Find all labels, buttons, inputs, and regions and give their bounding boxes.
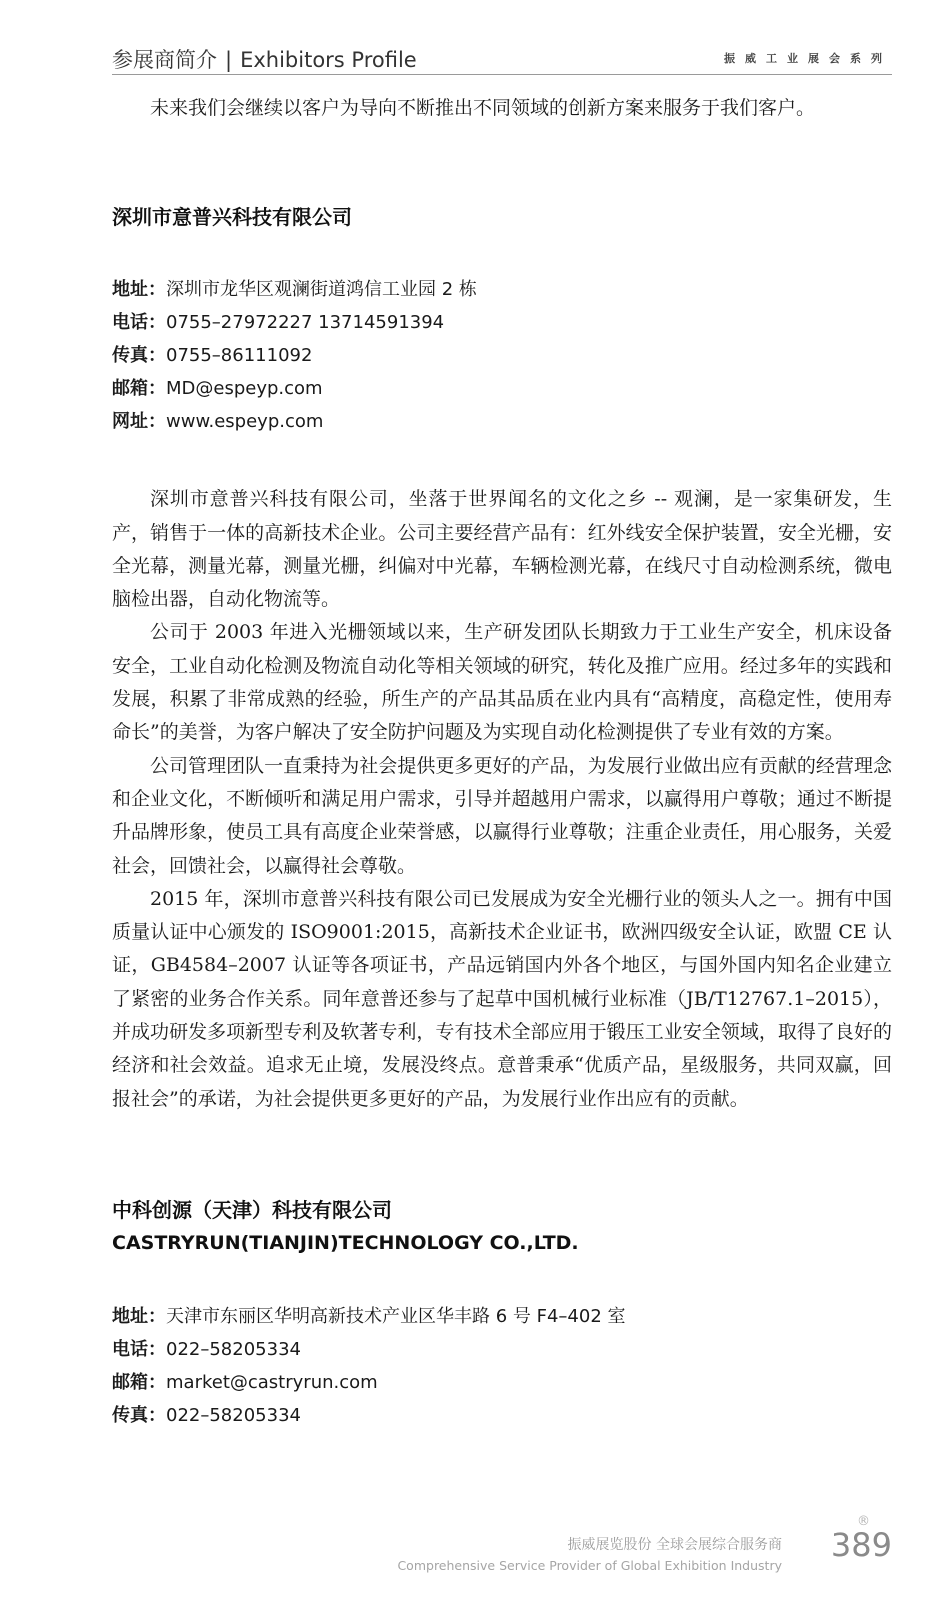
contact-email [112,1366,892,1399]
contact-address [112,273,892,306]
company-name-cn: 中科创源（天津）科技有限公司 [112,1197,392,1222]
intro-tail-paragraph: 未来我们会继续以客户为导向不断推出不同领域的创新方案来服务于我们客户。 [150,97,816,119]
registered-mark: ® [857,1514,870,1529]
contact-value: 0755–27972227 13714591394 [166,312,445,334]
company-name-en: CASTRYRUN(TIANJIN)TECHNOLOGY CO.,LTD. [112,1231,579,1254]
page-header [112,40,892,80]
contact-label: 邮箱： [112,1371,166,1393]
header-separator: | [225,48,233,72]
contact-fax [112,339,892,372]
contact-label: 地址： [112,279,166,301]
contact-block [112,273,892,438]
contact-value: 022–58205334 [166,1404,301,1426]
contact-value: www.espeyp.com [166,411,324,433]
footer-tagline-en: Comprehensive Service Provider of Global Exhibition Industry [397,1558,782,1573]
contact-value: market@castryrun.com [166,1371,378,1393]
contact-label: 传真： [112,345,166,367]
page-footer [332,1514,892,1574]
contact-label: 电话： [112,312,166,334]
contact-value: 天津市东丽区华明高新技术产业区华丰路 6 号 F4–402 室 [166,1305,626,1327]
company-name: 深圳市意普兴科技有限公司 [112,205,352,230]
contact-label: 邮箱： [112,378,166,400]
company-profile-castryrun [112,1194,892,1432]
page-number: 389 [830,1526,892,1564]
header-title-cn: 参展商简介 [112,48,217,72]
header-divider [112,74,892,75]
description-paragraph: 2015 年，深圳市意普兴科技有限公司已发展成为安全光栅行业的领头人之一。拥有中国质量认证中心颁发的 ISO9001:2015，高新技术企业证书，欧洲四级安全认证，欧盟 CE 认证，GB4584–2007 认证等各项证书，产品远销国内外各个地区，与国外国内知名企业建立了紧密的业务合作关系。同年意普还参与了起草中国机械行业标准（JB/T12767.1–2015），并成功研发多项新型专利及软著专利，专有技术全部应用于锻压工业安全领域，取得了良好的经济和社会效益。追求无止境，发展没终点。意普秉承“优质产品，星级服务，共同双赢，回报社会”的承诺，为社会提供更多更好的产品，为发展行业作出应有的贡献。 [112,887,892,1110]
contact-label: 网址： [112,411,166,433]
contact-label: 传真： [112,1404,166,1426]
company-profile-espeyp [112,201,892,1116]
description-paragraph: 深圳市意普兴科技有限公司，坐落于世界闻名的文化之乡 -- 观澜，是一家集研发，生产，销售于一体的高新技术企业。公司主要经营产品有：红外线安全保护装置，安全光栅，安全光幕，测量光幕，测量光栅，纠偏对中光幕，车辆检测光幕，在线尺寸自动检测系统，微电脑检出器，自动化物流等。 [112,488,892,611]
contact-block [112,1300,892,1432]
contact-website [112,405,892,438]
contact-label: 地址： [112,1305,166,1327]
page-content [112,92,892,1432]
contact-phone [112,1333,892,1366]
contact-phone [112,306,892,339]
contact-value: 深圳市龙华区观澜街道鸿信工业园 2 栋 [166,279,477,301]
contact-label: 电话： [112,1338,166,1360]
contact-value: 0755–86111092 [166,345,313,367]
contact-email [112,372,892,405]
header-title-en: Exhibitors Profile [240,48,417,72]
contact-fax [112,1399,892,1432]
description-paragraph: 公司管理团队一直秉持为社会提供更多更好的产品，为发展行业做出应有贡献的经营理念和企业文化，不断倾听和满足用户需求，引导并超越用户需求，以赢得用户尊敬；通过不断提升品牌形象，使员工具有高度企业荣誉感，以赢得行业尊敬；注重企业责任，用心服务，关爱社会，回馈社会，以赢得社会尊敬。 [112,754,892,877]
contact-value: MD@espeyp.com [166,378,323,400]
company-description [112,483,892,1116]
description-paragraph: 公司于 2003 年进入光栅领域以来，生产研发团队长期致力于工业生产安全，机床设备安全，工业自动化检测及物流自动化等相关领域的研究，转化及推广应用。经过多年的实践和发展，积累了非常成熟的经验，所生产的产品其品质在业内具有“高精度，高稳定性，使用寿命长”的美誉，为客户解决了安全防护问题及为实现自动化检测提供了专业有效的方案。 [112,621,892,744]
footer-tagline-cn: 振威展览股份 全球会展综合服务商 [567,1537,782,1553]
header-section-title [112,44,417,74]
contact-value: 022–58205334 [166,1338,301,1360]
contact-address [112,1300,892,1333]
header-series-label: 振威工业展会系列 [724,52,892,65]
